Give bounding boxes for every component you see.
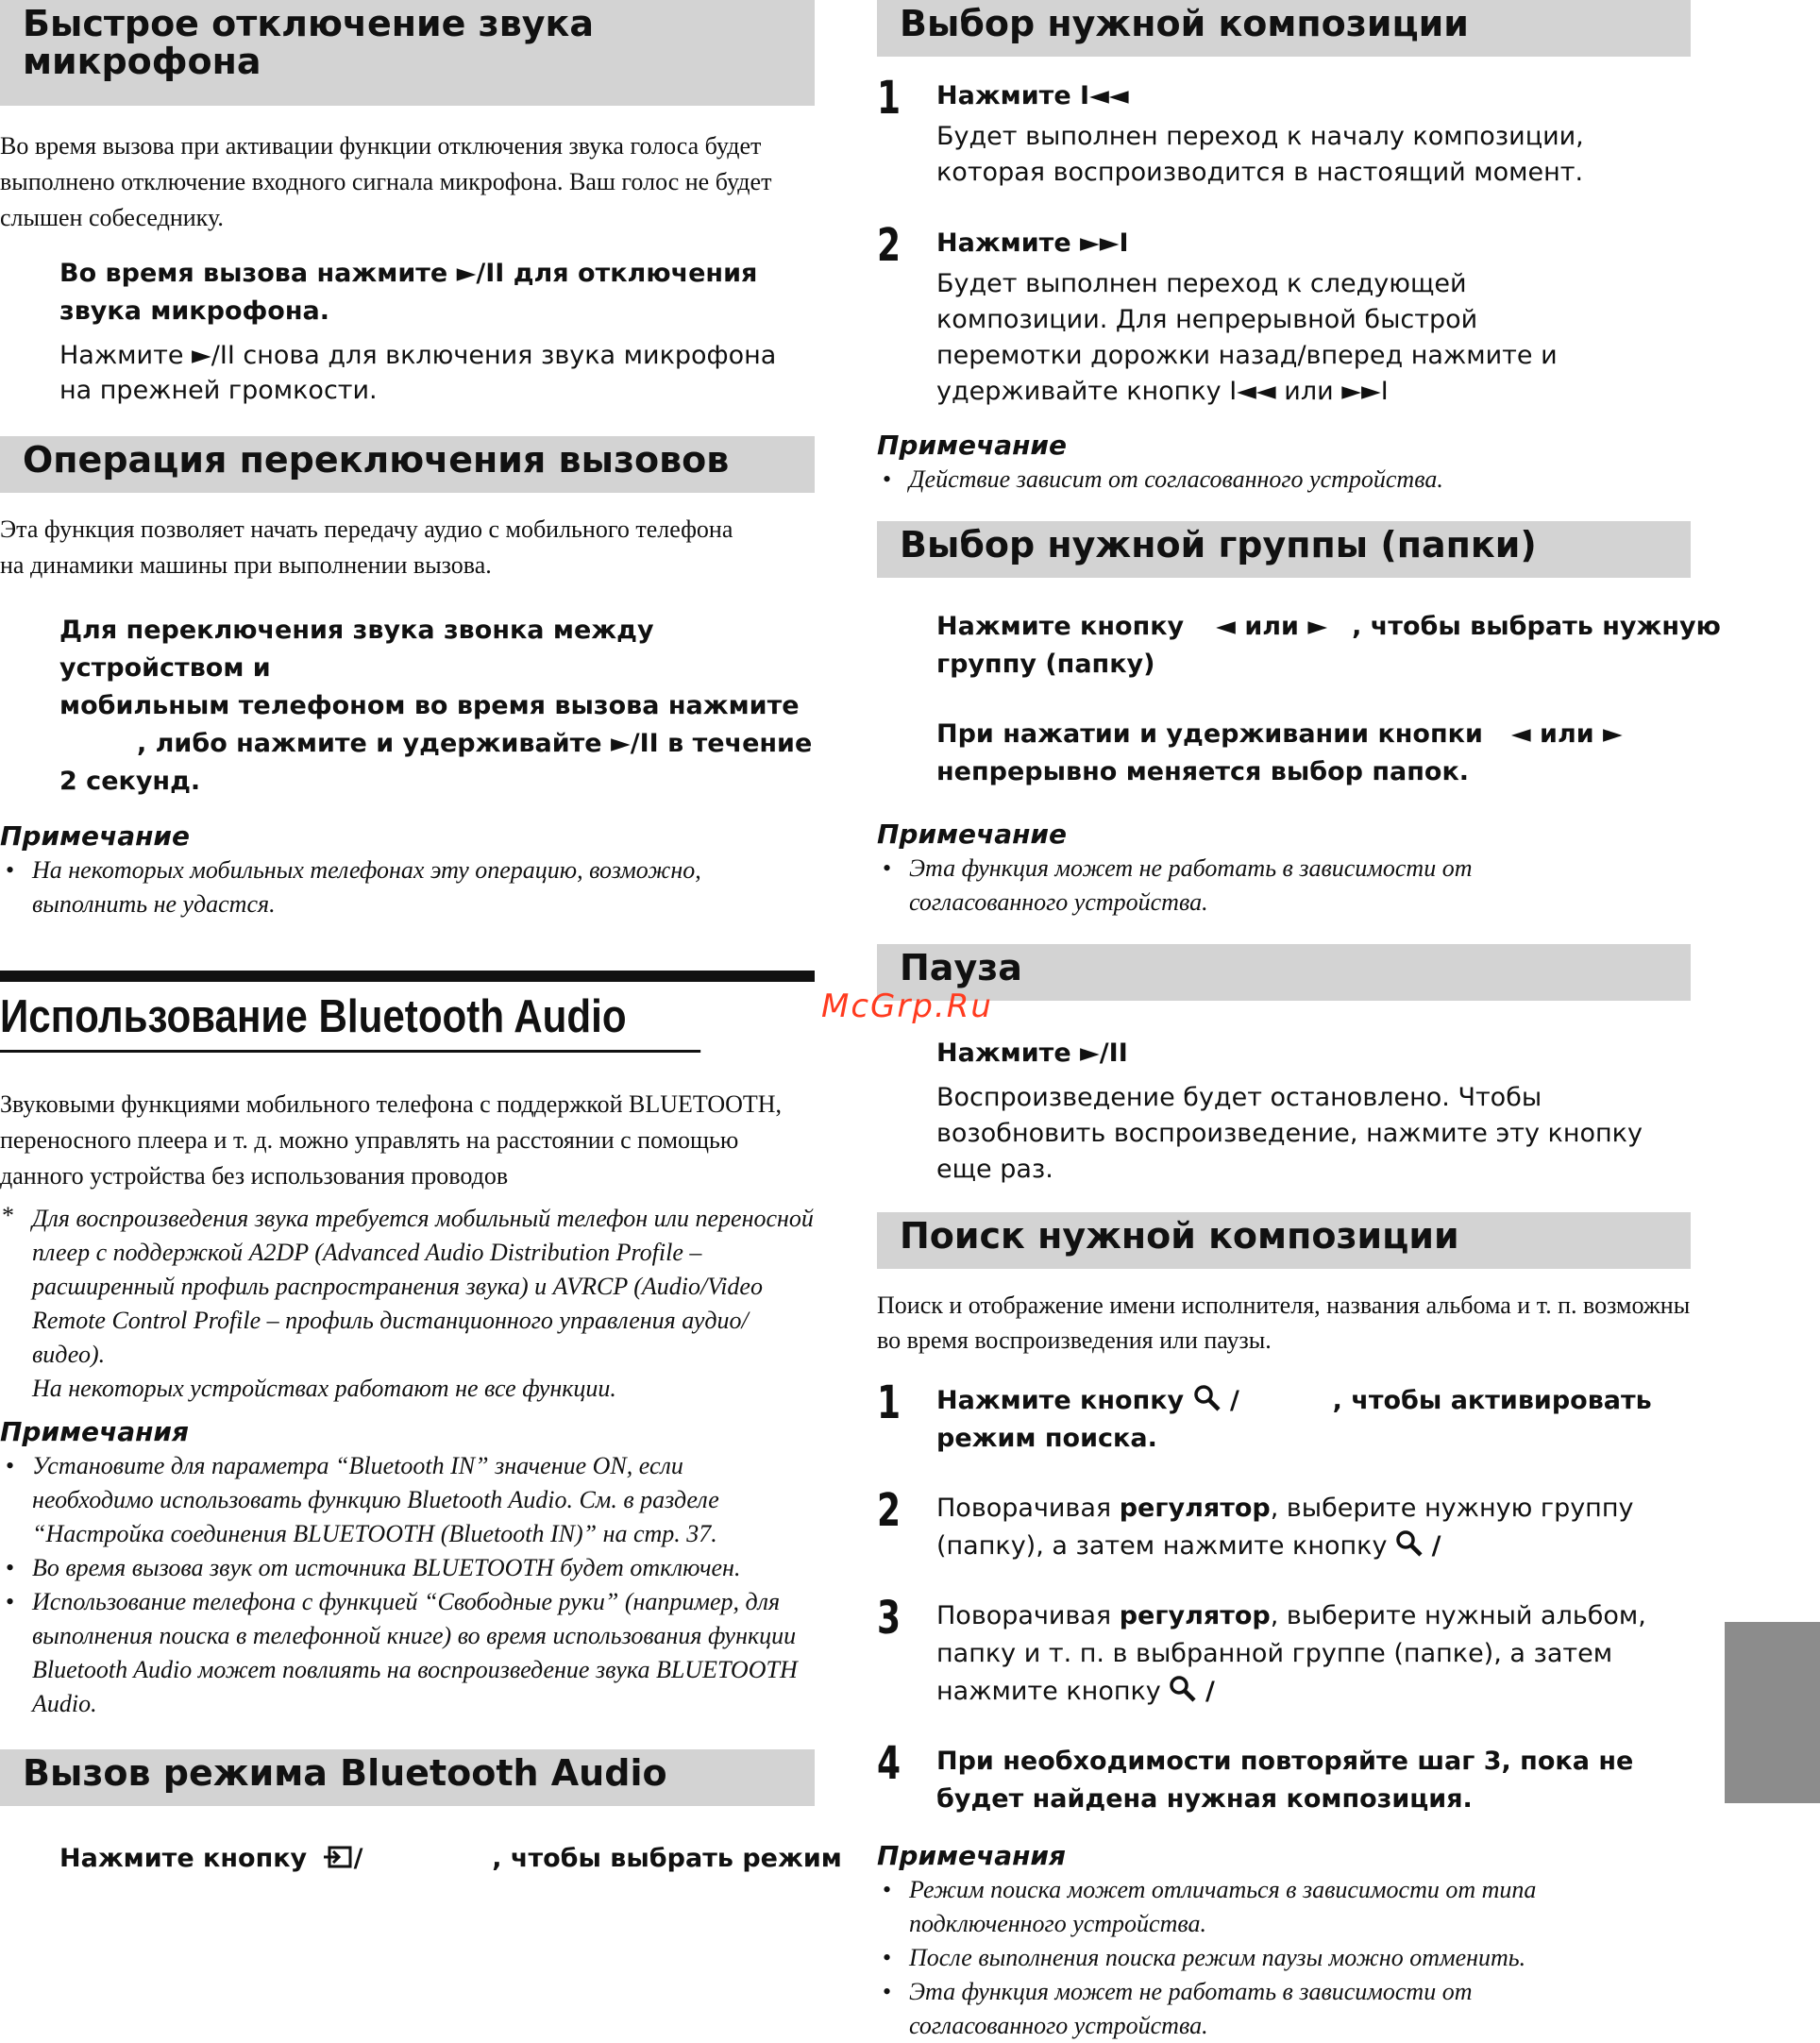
note-item: • Эта функция может не работать в зависимости от согласованного устройства. xyxy=(877,852,1594,920)
side-tab xyxy=(1725,1622,1820,1803)
search-step-3-line2: папку и т. п. в выбранной группе (папке), а затем xyxy=(936,1639,1613,1668)
step-number: 1 xyxy=(877,1376,902,1429)
note-item: • Эта функция может не работать в зависимости от согласованного устройства. xyxy=(877,1975,1632,2043)
search-step-1 xyxy=(877,1376,1691,1458)
note-item: • После выполнения поиска режим паузы можно отменить. xyxy=(877,1941,1632,1975)
bt-audio-notes-title: Примечания xyxy=(0,1416,190,1447)
search-step-1-pre: Нажмите кнопку xyxy=(936,1386,1185,1415)
search-icon xyxy=(1395,1529,1424,1558)
section-title-folder: Выбор нужной группы (папки) xyxy=(877,521,1691,578)
search-icon xyxy=(1193,1384,1222,1412)
note-item: • Действие зависит от согласованного устройства. xyxy=(877,463,1691,497)
note-item: • Установите для параметра “Bluetooth IN” значение ON, если необходимо использовать функцию Bluetooth Audio. См. в разделе “Настройка соединения BLUETOOTH (Bluetooth IN)” на стр. 37. xyxy=(0,1449,802,1551)
pause-step-body: Воспроизведение будет остановлено. Чтобы возобновить воспроизведение, нажмите эту кнопку еще раз. xyxy=(936,1083,1643,1184)
switch-step xyxy=(59,612,815,801)
footnote-text-1: Для воспроизведения звука требуется мобильный телефон или переносной плеер с поддержкой A2DP (Advanced Audio Distribution Profile – расширенный профиль распространения звука) и AVRCP (Audio/Video Remote Control Profile – профиль дистанционного управления аудио/видео). xyxy=(32,1205,814,1368)
bt-mode-step-post: , чтобы выбрать режим xyxy=(492,1844,842,1873)
search-step-2-c: , выберите нужную группу xyxy=(1270,1494,1634,1523)
bt-mode-step-pre: Нажмите кнопку xyxy=(59,1844,308,1873)
search-step-3-line3: нажмите кнопку xyxy=(936,1677,1161,1706)
search-step-3-a: Поворачивая xyxy=(936,1601,1112,1630)
slash: / xyxy=(1229,1386,1239,1415)
folder-notes xyxy=(877,852,1594,920)
asterisk: * xyxy=(2,1202,14,1229)
knob-label: регулятор xyxy=(1119,1494,1271,1523)
footnote-text-2: На некоторых устройствах работают не все функции. xyxy=(32,1375,616,1402)
track-step-2 xyxy=(877,219,1691,410)
step-number: 3 xyxy=(877,1592,902,1645)
track-step-1-head: Нажмите I◄◄ xyxy=(936,81,1129,110)
folder-step-1-post: , чтобы выбрать нужную xyxy=(1352,612,1721,641)
switch-step-line1: Для переключения звука звонка между устройством и xyxy=(59,616,654,683)
search-step-3-c: , выберите нужный альбом, xyxy=(1270,1601,1646,1630)
section-title-search: Поиск нужной композиции xyxy=(877,1212,1691,1269)
folder-step-1-pre: Нажмите кнопку xyxy=(936,612,1185,641)
knob-label: регулятор xyxy=(1119,1601,1271,1630)
folder-step-2-pre: При нажатии и удерживании кнопки xyxy=(936,719,1483,749)
folder-step-2-buttons: ◄ или ► xyxy=(1510,719,1623,749)
search-icon xyxy=(1169,1675,1197,1703)
mute-description: Во время вызова при активации функции отключения звука голоса будет выполнено отключение входного сигнала микрофона. Ваш голос не будет слышен собеседнику. xyxy=(0,132,772,231)
track-notes xyxy=(877,463,1691,497)
slash: / xyxy=(1205,1677,1215,1706)
section-title-bt-mode: Вызов режима Bluetooth Audio xyxy=(0,1749,815,1806)
search-step-4-body: При необходимости повторяйте шаг 3, пока не будет найдена нужная композиция. xyxy=(936,1747,1634,1814)
switch-step-line3: , либо нажмите и удерживайте ►/II в течение xyxy=(137,729,813,758)
slash: / xyxy=(1431,1531,1441,1561)
note-item: • На некоторых мобильных телефонах эту операцию, возможно, выполнить не удастся. xyxy=(0,853,802,921)
bt-audio-notes xyxy=(0,1449,802,1721)
pause-step-head: Нажмите ►/II xyxy=(936,1038,1128,1068)
switch-step-line2: мобильным телефоном во время вызова нажмите xyxy=(59,691,800,720)
note-item: • Использование телефона с функцией “Свободные руки” (например, для выполнения поиска в телефонной книге) во время использования функции Bluetooth Audio может повлиять на воспроизведение звука BLUETOOTH Audio. xyxy=(0,1585,802,1721)
note-item: • Режим поиска может отличаться в зависимости от типа подключенного устройства. xyxy=(877,1873,1632,1941)
mute-step-bold: Во время вызова нажмите ►/II для отключения звука микрофона. xyxy=(59,259,758,326)
mute-step-normal: Нажмите ►/II снова для включения звука микрофона на прежней громкости. xyxy=(59,341,777,405)
search-step-1-post: , чтобы активировать xyxy=(1332,1386,1652,1415)
step-number: 2 xyxy=(877,1484,902,1537)
right-column xyxy=(877,0,1721,2043)
switch-notes xyxy=(0,853,802,921)
search-step-2-a: Поворачивая xyxy=(936,1494,1112,1523)
switch-note-title: Примечание xyxy=(0,820,191,852)
note-item: • Во время вызова звук от источника BLUETOOTH будет отключен. xyxy=(0,1551,802,1585)
bt-audio-description: Звуковыми функциями мобильного телефона с поддержкой BLUETOOTH, переносного плеера и т. д. можно управлять на расстоянии с помощью данного устройства без использования проводов xyxy=(0,1090,783,1190)
step-number: 4 xyxy=(877,1737,902,1790)
folder-step-1-line2: группу (папку) xyxy=(936,650,1155,679)
track-note-title: Примечание xyxy=(877,430,1068,461)
folder-step-2-line2: непрерывно меняется выбор папок. xyxy=(936,757,1470,786)
track-step-1 xyxy=(877,72,1691,191)
search-step-4 xyxy=(877,1737,1691,1818)
switch-description: Эта функция позволяет начать передачу аудио с мобильного телефона на динамики машины при выполнении вызова. xyxy=(0,515,733,579)
folder-step-1 xyxy=(936,608,1721,684)
track-step-2-head: Нажмите ►►I xyxy=(936,228,1129,258)
search-step-2-line2: (папку), а затем нажмите кнопку xyxy=(936,1531,1388,1561)
main-rule-top xyxy=(0,971,815,982)
search-description: Поиск и отображение имени исполнителя, названия альбома и т. п. возможны во время воспроизведения или паузы. xyxy=(877,1292,1691,1354)
track-step-2-body: Будет выполнен переход к следующей композиции. Для непрерывной быстрой перемотки дорожки назад/вперед нажмите и удерживайте кнопку I◄◄ или ►►I xyxy=(936,269,1558,406)
search-notes-title: Примечания xyxy=(877,1840,1067,1871)
step-number: 2 xyxy=(877,219,902,272)
search-step-1-line2: режим поиска. xyxy=(936,1424,1157,1453)
source-icon xyxy=(322,1843,354,1867)
left-column xyxy=(0,0,842,1878)
search-step-2 xyxy=(877,1484,1691,1565)
section-title-pause: Пауза xyxy=(877,944,1691,1001)
folder-note-title: Примечание xyxy=(877,819,1068,850)
bt-mode-step: Нажмите кнопку / , чтобы выбрать режим xyxy=(59,1844,842,1873)
switch-step-line4: 2 секунд. xyxy=(59,767,201,796)
track-step-1-body: Будет выполнен переход к началу композиции, которая воспроизводится в настоящий момент. xyxy=(936,122,1584,187)
search-notes xyxy=(877,1873,1632,2043)
bt-audio-footnote xyxy=(0,1202,815,1406)
section-title-mute: Быстрое отключение звука микрофона xyxy=(0,0,815,106)
watermark: McGrp.Ru xyxy=(821,988,993,1025)
search-step-3 xyxy=(877,1592,1691,1711)
step-number: 1 xyxy=(877,72,902,125)
section-title-switch: Операция переключения вызовов xyxy=(0,436,815,493)
folder-step-1-buttons: ◄ или ► xyxy=(1216,612,1328,641)
folder-step-2 xyxy=(936,716,1682,791)
main-title-bt-audio: Использование Bluetooth Audio xyxy=(0,982,700,1053)
section-title-track: Выбор нужной композиции xyxy=(877,0,1691,57)
